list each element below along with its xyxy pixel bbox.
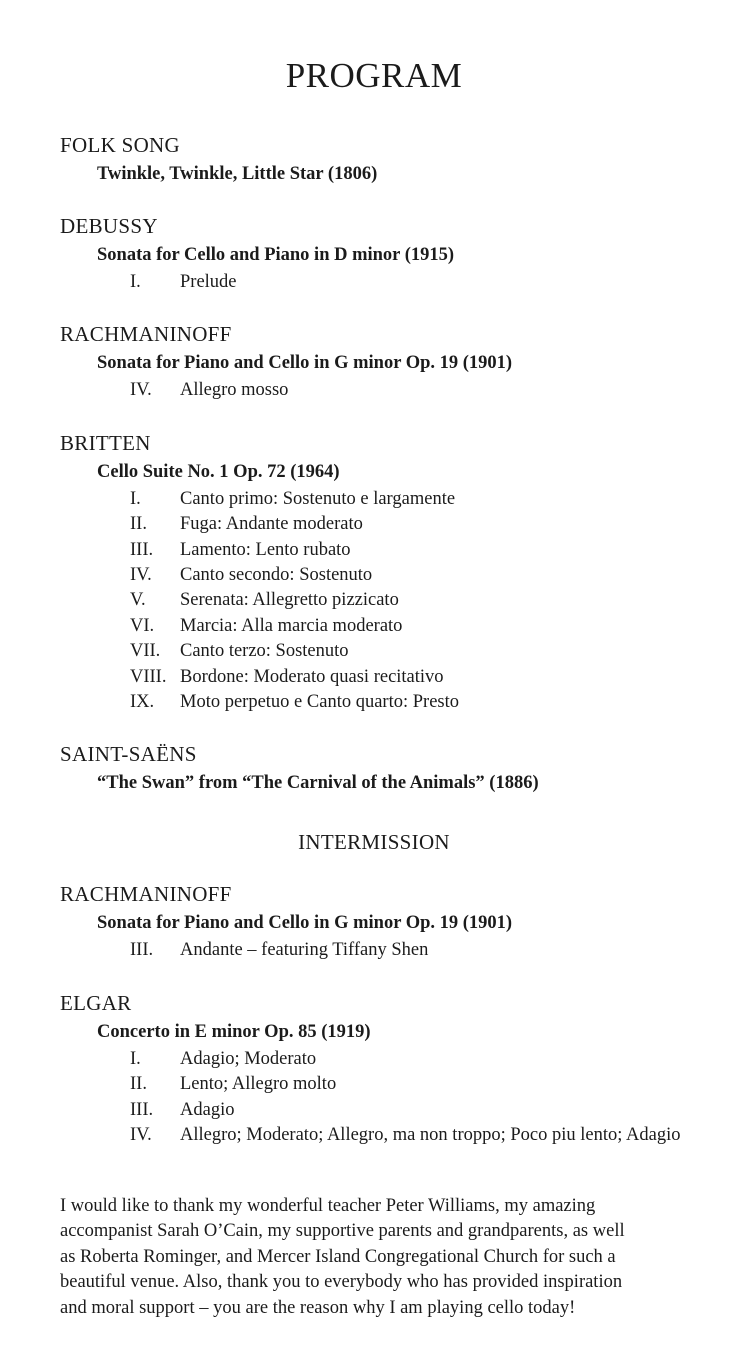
acknowledgment-line: beautiful venue. Also, thank you to everybody who has provided inspiration	[60, 1272, 623, 1292]
movement-title: Adagio; Moderato	[180, 1048, 317, 1069]
movement-list	[130, 1047, 728, 1149]
work-title: Sonata for Cello and Piano in D minor (1915)	[97, 245, 455, 265]
movement-numeral: II.	[130, 1074, 147, 1095]
movement-title: Bordone: Moderato quasi recitativo	[180, 666, 444, 687]
movement-title: Adagio	[180, 1099, 235, 1120]
program-section	[60, 431, 728, 716]
movement-numeral: I.	[130, 1048, 141, 1069]
movement-numeral: I.	[130, 272, 141, 292]
composer-heading: BRITTEN	[60, 430, 151, 455]
work-title: Cello Suite No. 1 Op. 72 (1964)	[97, 461, 340, 482]
composer-heading: ELGAR	[60, 990, 132, 1015]
movement-title: Marcia: Alla marcia moderato	[180, 615, 403, 636]
movement-list	[130, 270, 728, 295]
movement-row	[130, 639, 728, 664]
movement-title: Fuga: Andante moderato	[180, 514, 363, 535]
movement-row	[130, 563, 728, 588]
movement-row	[130, 1047, 728, 1072]
program-section	[60, 882, 728, 963]
movement-title: Serenata: Allegretto pizzicato	[180, 590, 399, 611]
first-half	[60, 133, 728, 796]
movement-title: Allegro mosso	[180, 380, 289, 401]
acknowledgment-line: and moral support – you are the reason why I am playing cello today!	[60, 1297, 576, 1318]
movement-numeral: V.	[130, 590, 146, 611]
composer-heading: SAINT-SAËNS	[60, 742, 197, 767]
work-title: “The Swan” from “The Carnival of the Animals” (1886)	[97, 773, 539, 794]
intermission-heading: INTERMISSION	[298, 830, 450, 855]
movement-row	[130, 588, 728, 613]
movement-list	[130, 487, 728, 716]
movement-numeral: IX.	[130, 692, 155, 713]
acknowledgment-line: accompanist Sarah O’Cain, my supportive parents and grandparents, as well	[60, 1221, 625, 1241]
movement-numeral: VII.	[130, 641, 161, 662]
movement-row	[130, 1123, 728, 1148]
acknowledgment-paragraph	[60, 1194, 728, 1322]
movement-title: Prelude	[180, 272, 237, 292]
movement-row	[130, 270, 728, 295]
movement-row	[130, 378, 728, 403]
movement-list	[130, 378, 728, 403]
movement-title: Canto primo: Sostenuto e largamente	[180, 488, 456, 509]
movement-row	[130, 690, 728, 715]
movement-title: Lento; Allegro molto	[180, 1074, 337, 1095]
movement-row	[130, 665, 728, 690]
movement-numeral: II.	[130, 514, 147, 535]
movement-numeral: III.	[130, 940, 154, 961]
movement-numeral: III.	[130, 1099, 154, 1120]
movement-title: Canto terzo: Sostenuto	[180, 641, 349, 662]
movement-row	[130, 487, 728, 512]
acknowledgment-line: as Roberta Rominger, and Mercer Island Congregational Church for such a	[60, 1246, 616, 1267]
movement-numeral: III.	[130, 539, 154, 560]
program-section	[60, 322, 728, 403]
acknowledgment-line: I would like to thank my wonderful teacher Peter Williams, my amazing	[60, 1195, 596, 1216]
movement-numeral: I.	[130, 488, 141, 509]
program-section	[60, 742, 728, 796]
movement-title: Canto secondo: Sostenuto	[180, 565, 373, 586]
composer-heading: DEBUSSY	[60, 214, 158, 238]
work-title: Concerto in E minor Op. 85 (1919)	[97, 1021, 371, 1042]
movement-row	[130, 1098, 728, 1123]
movement-title: Moto perpetuo e Canto quarto: Presto	[180, 692, 459, 713]
work-title: Sonata for Piano and Cello in G minor Op. 19 (1901)	[97, 913, 513, 934]
work-title: Twinkle, Twinkle, Little Star (1806)	[97, 164, 378, 184]
movement-numeral: IV.	[130, 1125, 152, 1146]
movement-numeral: IV.	[130, 565, 152, 586]
work-title: Sonata for Piano and Cello in G minor Op. 19 (1901)	[97, 353, 513, 374]
movement-row	[130, 512, 728, 537]
movement-row	[130, 938, 728, 963]
page-title: PROGRAM	[285, 56, 463, 95]
movement-row	[130, 1072, 728, 1097]
movement-row	[130, 538, 728, 563]
composer-heading: RACHMANINOFF	[60, 322, 232, 347]
movement-numeral: IV.	[130, 380, 152, 401]
movement-row	[130, 614, 728, 639]
movement-title: Lamento: Lento rubato	[180, 539, 351, 560]
composer-heading: RACHMANINOFF	[60, 882, 232, 907]
program-section	[60, 133, 728, 187]
composer-heading: FOLK SONG	[60, 133, 180, 157]
movement-list	[130, 938, 728, 963]
movement-title: Andante – featuring Tiffany Shen	[180, 940, 429, 961]
second-half	[60, 882, 728, 1148]
movement-title: Allegro; Moderato; Allegro, ma non troppo; Poco piu lento; Adagio	[180, 1125, 681, 1146]
movement-numeral: VI.	[130, 615, 155, 636]
program-section	[60, 991, 728, 1149]
movement-numeral: VIII.	[130, 666, 167, 687]
program-section	[60, 214, 728, 295]
